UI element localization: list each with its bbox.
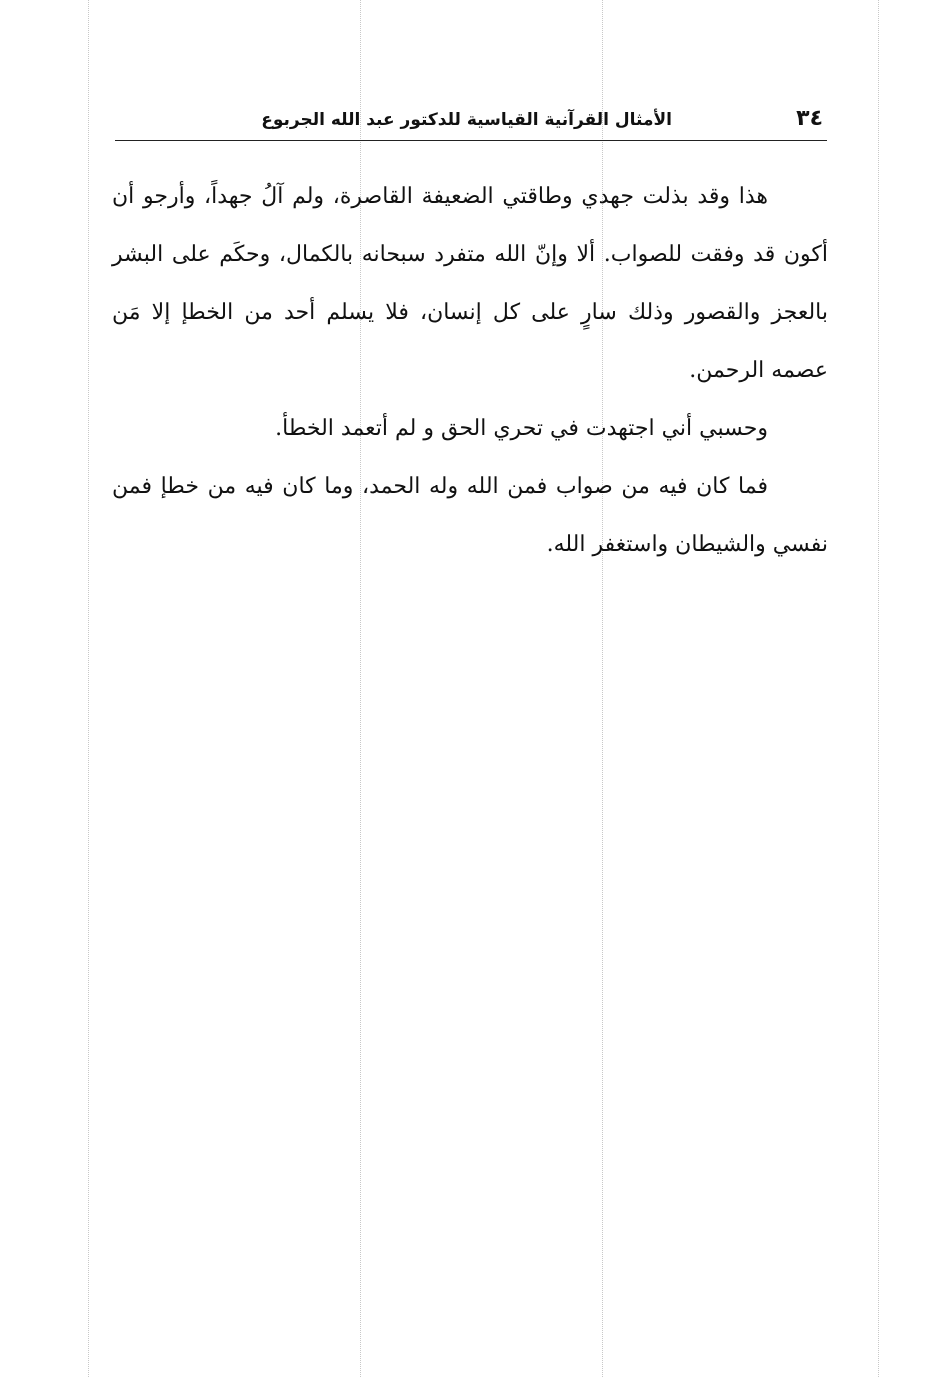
paragraph: فما كان فيه من صواب فمن الله وله الحمد، وما كان فيه من خطإ فمن نفسي والشيطان واستغفر الله.	[112, 474, 828, 557]
page-number: ٣٤	[796, 106, 823, 131]
page-header	[115, 104, 827, 141]
running-title: الأمثال القرآنية القياسية للدكتور عبد الله الجربوع	[261, 110, 672, 130]
paragraph: هذا وقد بذلت جهدي وطاقتي الضعيفة القاصرة، ولم آلُ جهداً، وأرجو أن أكون قد وفقت للصواب. ألا وإنّ الله متفرد سبحانه بالكمال، وحكَم على البشر بالعجز والقصور وذلك سارٍ على كل إنسان، فلا يسلم أحد من الخطإ إلا مَن عصمه الرحمن.	[112, 184, 828, 383]
body-text	[112, 168, 828, 574]
paragraph: وحسبي أني اجتهدت في تحري الحق و لم أتعمد الخطأ.	[275, 416, 768, 441]
scan-artifact-line	[88, 0, 89, 1377]
scan-artifact-line	[878, 0, 879, 1377]
